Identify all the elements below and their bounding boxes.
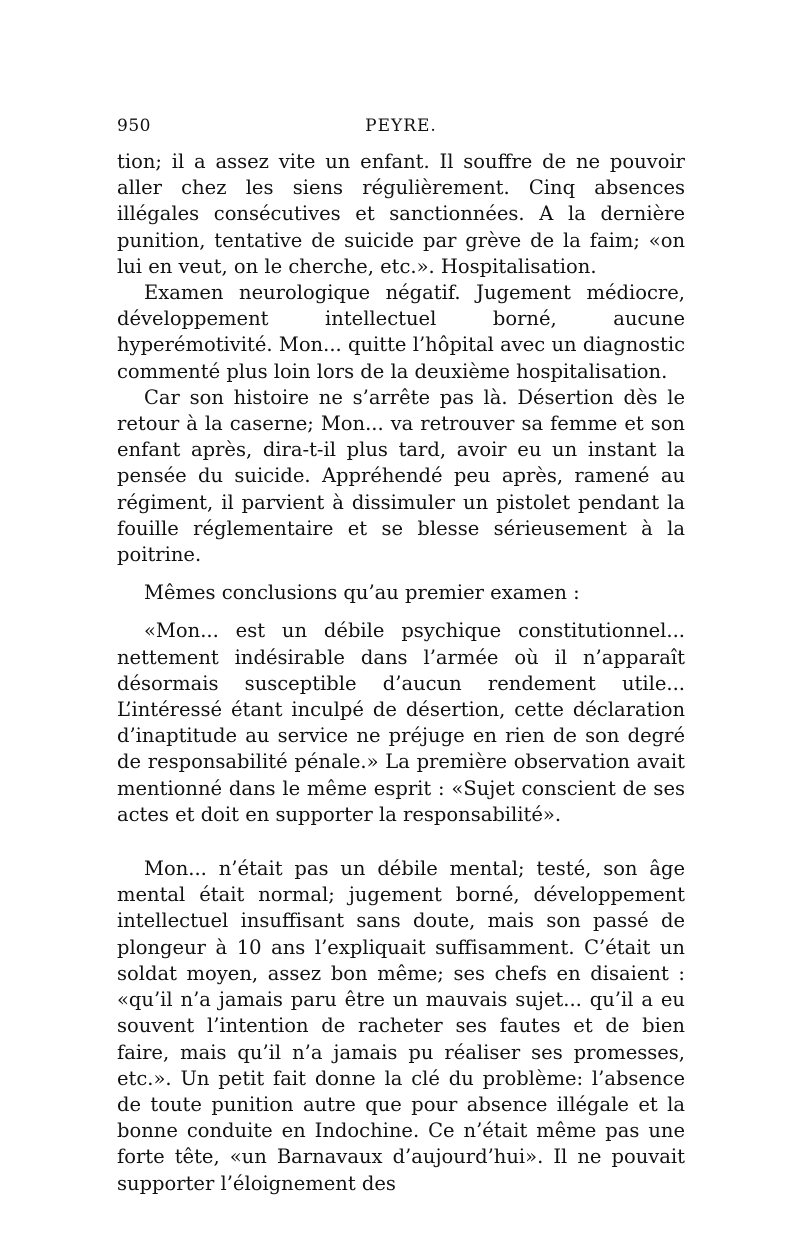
paragraph-continuation: tion; il a assez vite un enfant. Il souffre de ne pouvoir aller chez les siens régulièrement. Cinq absences illégales consécutives et sanctionnées. A la dernière punition, tentative de suicide par grève de la faim; «on lui en veut, on le cherche, etc.». Hospitalisation. <box>117 150 685 278</box>
paragraph-neurological-exam: Examen neurologique négatif. Jugement médiocre, développement intellectuel borné, aucune hyperémotivité. Mon... quitte l’hôpital avec un diagnostic commenté plus loin lors de la deuxième hospitalisation. <box>117 281 685 383</box>
page-number: 950 <box>117 116 151 136</box>
body-text <box>117 149 685 1197</box>
paragraph-conclusions-intro: Mêmes conclusions qu’au premier examen : <box>144 581 580 605</box>
paragraph-desertion: Car son histoire ne s’arrête pas là. Désertion dès le retour à la caserne; Mon... va retrouver sa femme et son enfant après, dira-t-il plus tard, avoir eu un instant la pensée du suicide. Appréhendé peu après, ramené au régiment, il parvient à dissimuler un pistolet pendant la fouille réglementaire et se blesse sérieusement à la poitrine. <box>117 385 685 567</box>
paragraph-analysis: Mon... n’était pas un débile mental; testé, son âge mental était normal; jugement borné, développement intellectuel insuffisant sans doute, mais son passé de plongeur à 10 ans l’expliquait suffisamment. C’était un soldat moyen, assez bon même; ses chefs en disaient : «qu’il n’a jamais paru être un mauvais sujet... qu’il a eu souvent l’intention de racheter ses fautes et de bien faire, mais qu’il n’a jamais pu réaliser ses promesses, etc.». Un petit fait donne la clé du problème: l’absence de toute punition autre que pour absence illégale et la bonne conduite en Indochine. Ce n’était même pas une forte tête, «un Barnavaux d’aujourd’hui». Il ne pouvait supporter l’éloignement des <box>117 857 685 1195</box>
running-header <box>117 116 685 144</box>
paragraph-quoted-diagnosis: «Mon... est un débile psychique constitutionnel... nettement indésirable dans l’armée où il n’apparaît désormais susceptible d’aucun rendement utile... L’intéressé étant inculpé de désertion, cette déclaration d’inaptitude au service ne préjuge en rien de son degré de responsabilité pénale.» La première observation avait mentionné dans le même esprit : «Sujet conscient de ses actes et doit en supporter la responsabilité». <box>117 619 685 826</box>
running-title: PEYRE. <box>365 116 437 136</box>
